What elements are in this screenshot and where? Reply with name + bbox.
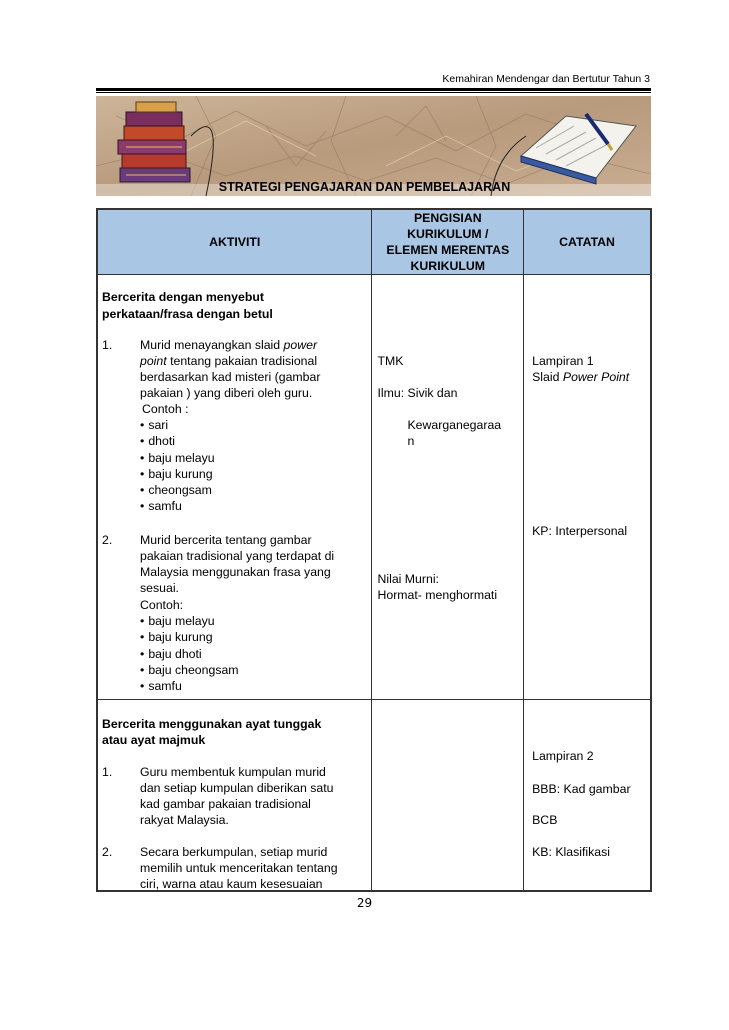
step1-contoh: Contoh : [142, 402, 189, 416]
step-number: 2. [102, 533, 113, 547]
catatan-lampiran-1: Lampiran 1 [532, 354, 594, 368]
section1-heading-line2: perkataan/frasa dengan betul [102, 307, 273, 321]
pengisian-cell-2 [372, 700, 524, 892]
s2-step1-line1: Guru membentuk kumpulan murid [140, 765, 326, 779]
step1-line2: point tentang pakaian tradisional [140, 354, 318, 368]
list-item: • baju melayu [140, 450, 215, 467]
table-header-row [97, 209, 651, 275]
s2-step1-line2: dan setiap kumpulan diberikan satu [140, 781, 334, 795]
page-title: STRATEGI PENGAJARAN DAN PEMBELAJARAN [218, 180, 511, 194]
pengisian-nilai-line2: Hormat- menghormati [377, 588, 498, 602]
catatan-lampiran-2: Lampiran 2 [532, 749, 594, 763]
step2-line3: Malaysia menggunakan frasa yang [140, 565, 331, 579]
header-rule-thin [96, 92, 651, 93]
step-number: 1. [102, 338, 113, 352]
list-item: • baju melayu [140, 613, 215, 630]
header-aktiviti: AKTIVITI [97, 209, 372, 275]
table-row [97, 275, 651, 700]
catatan-slaid: Slaid Power Point [532, 370, 630, 384]
running-header: Kemahiran Mendengar dan Bertutur Tahun 3 [442, 73, 650, 85]
catatan-cell-1 [524, 275, 651, 700]
aktiviti-cell-1 [97, 275, 372, 700]
catatan-cell-2 [524, 700, 651, 892]
step1-line3: berdasarkan kad misteri (gambar [140, 370, 321, 384]
header-pengisian: PENGISIAN KURIKULUM / ELEMEN MERENTAS KURIKULUM [372, 209, 524, 275]
s2-step1-line3: kad gambar pakaian tradisional [140, 797, 311, 811]
catatan-kp: KP: Interpersonal [532, 524, 628, 538]
pengisian-kewarga-line1: Kewarganegaraa [407, 418, 502, 432]
list-item: • baju dhoti [140, 646, 202, 663]
section2-heading-line1: Bercerita menggunakan ayat tunggak [102, 717, 322, 731]
step2-line4: sesuai. [140, 581, 179, 595]
pengisian-ilmu: Ilmu: Sivik dan [377, 386, 458, 400]
pengisian-tmk: TMK [377, 354, 404, 368]
list-item: • baju kurung [140, 629, 213, 646]
list-item: • dhoti [140, 433, 175, 450]
page-number: 29 [356, 896, 373, 910]
books-stack-icon [118, 102, 190, 182]
list-item: • baju cheongsam [140, 662, 239, 679]
section1-heading-line1: Bercerita dengan menyebut [102, 290, 264, 304]
list-item: • sari [140, 417, 168, 434]
step2-line1: Murid bercerita tentang gambar [140, 533, 312, 547]
s2-step2-line2: memilih untuk menceritakan tentang [140, 861, 338, 875]
list-item: • cheongsam [140, 482, 212, 499]
catatan-bcb: BCB [532, 813, 558, 827]
aktiviti-cell-2 [97, 700, 372, 892]
strategy-table [96, 208, 652, 892]
header-rule [96, 88, 651, 91]
step1-line1: Murid menayangkan slaid power [140, 338, 318, 352]
pengisian-nilai-line1: Nilai Murni: [377, 572, 439, 586]
step2-contoh: Contoh: [140, 598, 184, 612]
step1-line4: pakaian ) yang diberi oleh guru. [140, 386, 313, 400]
list-item: • samfu [140, 678, 182, 695]
step2-line2: pakaian tradisional yang terdapat di [140, 549, 335, 563]
catatan-kb: KB: Klasifikasi [532, 845, 611, 859]
s2-step1-line4: rakyat Malaysia. [140, 813, 229, 827]
table-row [97, 700, 651, 892]
s2-step2-line3: ciri, warna atau kaum kesesuaian [140, 877, 323, 891]
list-item: • samfu [140, 498, 182, 515]
list-item: • baju kurung [140, 466, 213, 483]
pengisian-kewarga-line2: n [407, 434, 415, 448]
catatan-bbb: BBB: Kad gambar [532, 782, 631, 796]
s2-step2-line1: Secara berkumpulan, setiap murid [140, 845, 328, 859]
pengisian-cell-1 [372, 275, 524, 700]
step-number: 1. [102, 765, 113, 779]
header-catatan: CATATAN [524, 209, 651, 275]
step-number: 2. [102, 845, 113, 859]
section2-heading-line2: atau ayat majmuk [102, 733, 206, 747]
